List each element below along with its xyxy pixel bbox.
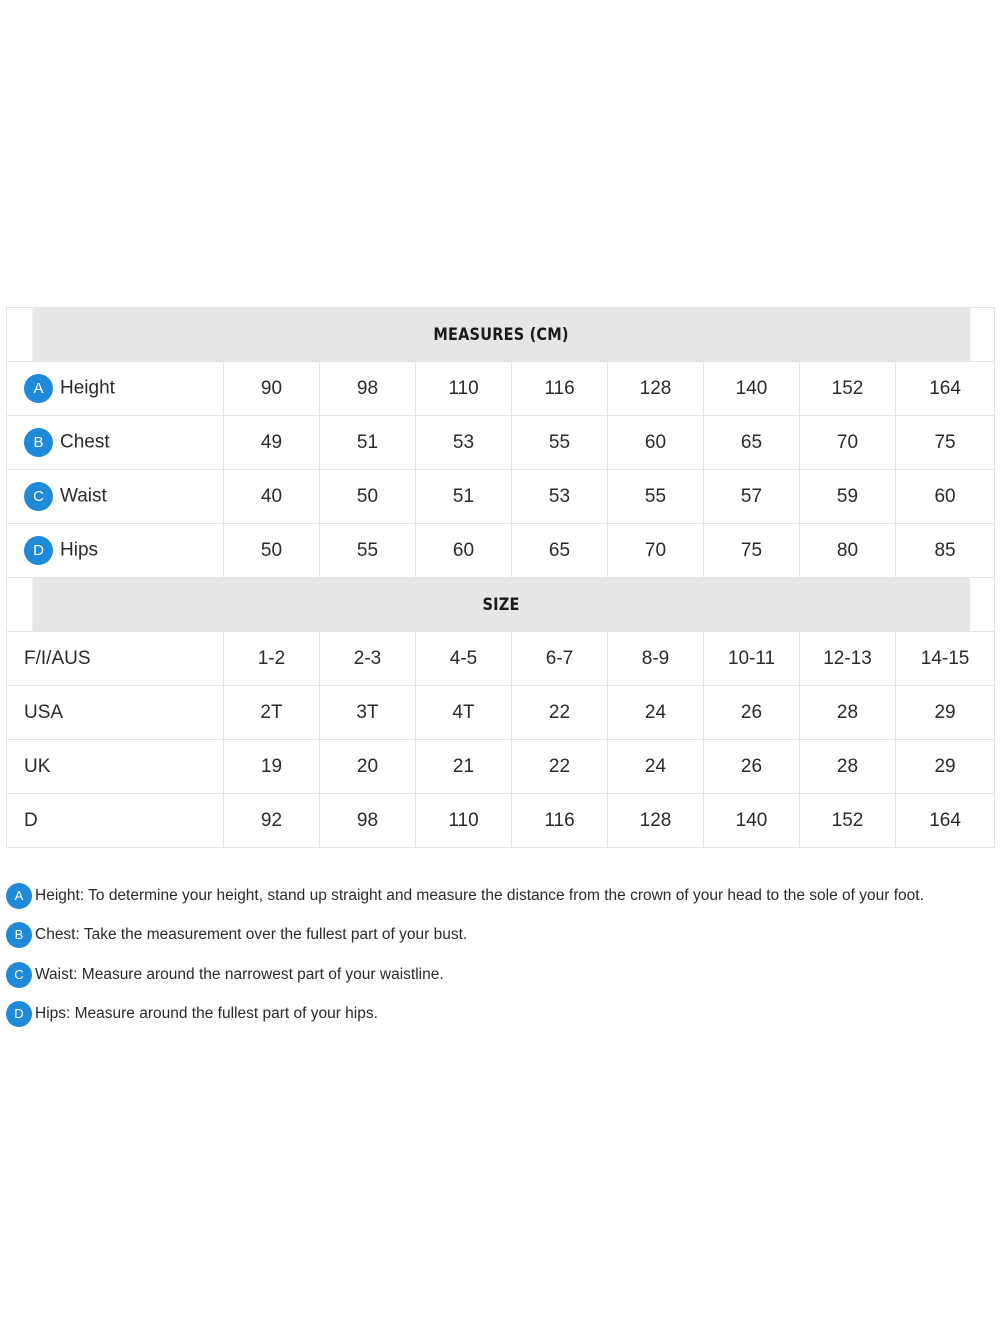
table-cell: 98 — [320, 362, 416, 416]
letter-d-badge: D — [24, 536, 53, 565]
table-cell: 8-9 — [608, 632, 704, 686]
measure-label: Hips — [60, 539, 99, 561]
letter-d-badge: D — [6, 1001, 32, 1027]
table-cell: 51 — [320, 416, 416, 470]
table-cell: 70 — [608, 524, 704, 578]
table-cell: 19 — [224, 740, 320, 794]
table-cell: 152 — [800, 362, 896, 416]
measure-label: Waist — [60, 485, 107, 507]
table-cell: 3T — [320, 686, 416, 740]
size-row-uk — [7, 740, 995, 794]
table-cell: 98 — [320, 794, 416, 848]
note-waist — [6, 955, 996, 995]
row-label — [7, 416, 224, 470]
measures-header-row — [7, 308, 995, 362]
size-label: F/I/AUS — [7, 632, 224, 686]
measure-label: Chest — [60, 431, 110, 453]
table-cell: 116 — [512, 362, 608, 416]
table-cell: 2T — [224, 686, 320, 740]
table-cell: 12-13 — [800, 632, 896, 686]
table-cell: 28 — [800, 740, 896, 794]
table-cell: 60 — [416, 524, 512, 578]
size-header: SIZE — [31, 578, 970, 632]
table-cell: 65 — [512, 524, 608, 578]
table-cell: 55 — [608, 470, 704, 524]
letter-b-badge: B — [6, 922, 32, 948]
table-cell: 57 — [704, 470, 800, 524]
table-cell: 2-3 — [320, 632, 416, 686]
size-header-row — [7, 578, 995, 632]
table-cell: 49 — [224, 416, 320, 470]
row-label — [7, 362, 224, 416]
table-cell: 70 — [800, 416, 896, 470]
table-cell: 40 — [224, 470, 320, 524]
letter-c-badge: C — [24, 482, 53, 511]
table-cell: 50 — [224, 524, 320, 578]
measure-row-waist — [7, 470, 995, 524]
table-cell: 85 — [896, 524, 995, 578]
size-label: UK — [7, 740, 224, 794]
table-cell: 4T — [416, 686, 512, 740]
table-cell: 24 — [608, 686, 704, 740]
table-cell: 60 — [608, 416, 704, 470]
table-cell: 53 — [512, 470, 608, 524]
table-cell: 26 — [704, 686, 800, 740]
table-cell: 80 — [800, 524, 896, 578]
letter-a-badge: A — [6, 883, 32, 909]
table-cell: 65 — [704, 416, 800, 470]
table-cell: 51 — [416, 470, 512, 524]
table-cell: 60 — [896, 470, 995, 524]
size-chart-table — [6, 307, 995, 848]
table-cell: 75 — [704, 524, 800, 578]
table-cell: 6-7 — [512, 632, 608, 686]
row-label — [7, 470, 224, 524]
note-hips — [6, 995, 996, 1035]
table-cell: 90 — [224, 362, 320, 416]
table-cell: 164 — [896, 362, 995, 416]
table-cell: 164 — [896, 794, 995, 848]
table-cell: 21 — [416, 740, 512, 794]
size-label: USA — [7, 686, 224, 740]
note-text: Height: To determine your height, stand up straight and measure the distance from the crown of your head to the sole of your foot. — [35, 886, 924, 904]
table-cell: 22 — [512, 686, 608, 740]
note-text: Chest: Take the measurement over the fullest part of your bust. — [35, 926, 468, 944]
size-row-d — [7, 794, 995, 848]
measures-header: MEASURES (CM) — [31, 308, 970, 362]
note-text: Hips: Measure around the fullest part of your hips. — [35, 1005, 378, 1023]
letter-a-badge: A — [24, 374, 53, 403]
table-cell: 29 — [896, 740, 995, 794]
table-cell: 152 — [800, 794, 896, 848]
size-row-f-i-aus — [7, 632, 995, 686]
table-cell: 50 — [320, 470, 416, 524]
table-cell: 53 — [416, 416, 512, 470]
note-text: Waist: Measure around the narrowest part of your waistline. — [35, 965, 444, 983]
table-cell: 110 — [416, 794, 512, 848]
table-cell: 92 — [224, 794, 320, 848]
table-cell: 14-15 — [896, 632, 995, 686]
table-cell: 1-2 — [224, 632, 320, 686]
table-cell: 22 — [512, 740, 608, 794]
measure-row-chest — [7, 416, 995, 470]
measure-row-height — [7, 362, 995, 416]
table-cell: 75 — [896, 416, 995, 470]
size-row-usa — [7, 686, 995, 740]
table-cell: 4-5 — [416, 632, 512, 686]
table-cell: 55 — [512, 416, 608, 470]
measurement-notes — [6, 876, 996, 1034]
table-cell: 29 — [896, 686, 995, 740]
table-cell: 28 — [800, 686, 896, 740]
size-chart — [6, 307, 994, 848]
table-cell: 55 — [320, 524, 416, 578]
row-label — [7, 524, 224, 578]
table-cell: 128 — [608, 362, 704, 416]
size-label: D — [7, 794, 224, 848]
table-cell: 140 — [704, 362, 800, 416]
table-cell: 140 — [704, 794, 800, 848]
note-chest — [6, 916, 996, 956]
table-cell: 26 — [704, 740, 800, 794]
note-height — [6, 876, 996, 916]
table-cell: 10-11 — [704, 632, 800, 686]
table-cell: 110 — [416, 362, 512, 416]
table-cell: 24 — [608, 740, 704, 794]
letter-c-badge: C — [6, 962, 32, 988]
table-cell: 128 — [608, 794, 704, 848]
letter-b-badge: B — [24, 428, 53, 457]
table-cell: 116 — [512, 794, 608, 848]
table-cell: 59 — [800, 470, 896, 524]
measure-row-hips — [7, 524, 995, 578]
table-cell: 20 — [320, 740, 416, 794]
measure-label: Height — [60, 377, 115, 399]
